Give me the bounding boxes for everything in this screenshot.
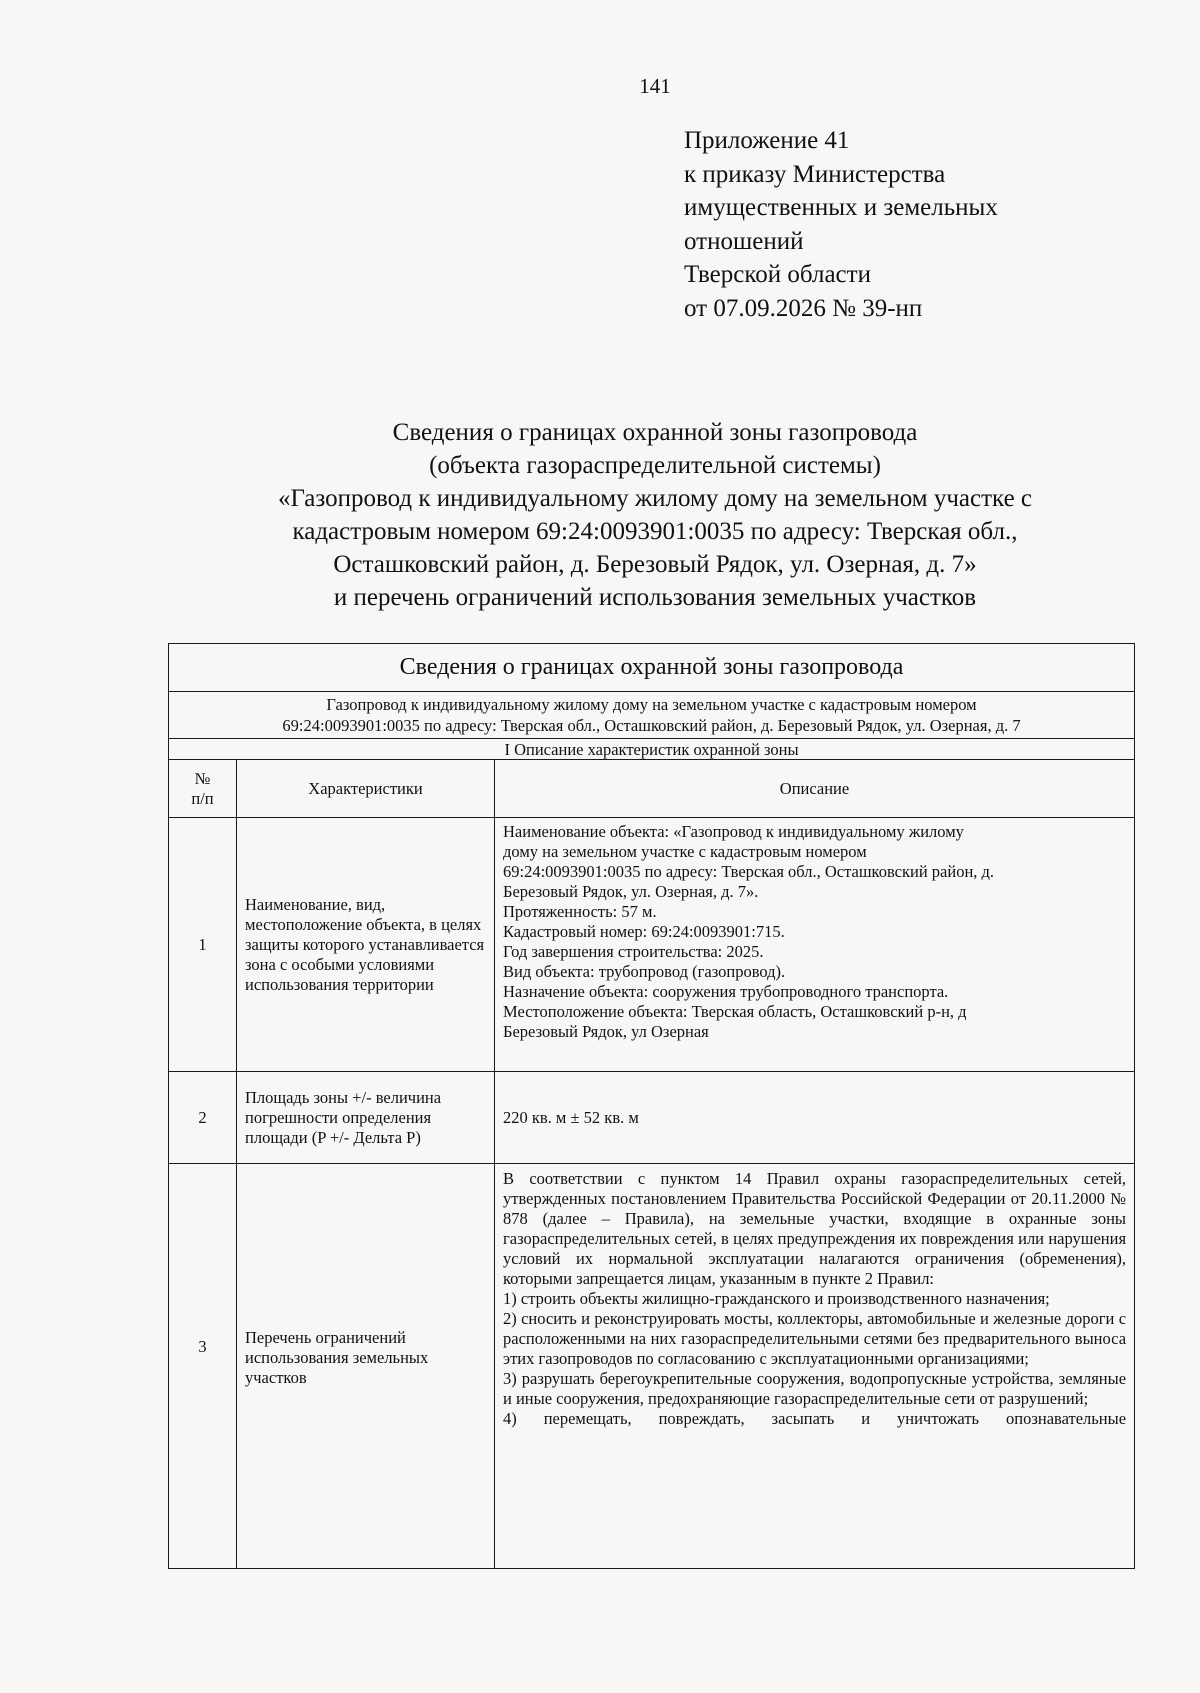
table-row bbox=[169, 1164, 1135, 1569]
appendix-line: к приказу Министерства bbox=[684, 160, 946, 188]
object-line: Газопровод к индивидуальному жилому дому на земельном участке с кадастровым номером bbox=[326, 695, 977, 714]
row-number: 1 bbox=[169, 818, 237, 1072]
appendix-line: имущественных и земельных bbox=[684, 194, 998, 221]
section-heading: I Описание характеристик охранной зоны bbox=[169, 739, 1135, 760]
object-name-cell bbox=[169, 692, 1135, 739]
column-header-description: Описание bbox=[495, 760, 1135, 818]
zone-table bbox=[168, 643, 1135, 1569]
column-header-number-line: п/п bbox=[191, 788, 214, 808]
row-description bbox=[495, 1164, 1135, 1569]
appendix-line: Тверской области bbox=[684, 261, 871, 288]
description-line: Вид объекта: трубопровод (газопровод). bbox=[503, 962, 786, 981]
row-number: 3 bbox=[169, 1164, 237, 1569]
description-line: Березовый Рядок, ул. Озерная, д. 7». bbox=[503, 882, 759, 901]
page-number: 141 bbox=[639, 74, 671, 98]
title-line: Сведения о границах охранной зоны газопровода bbox=[392, 419, 918, 446]
description-paragraph: 4) перемещать, повреждать, засыпать и уничтожать опознавательные bbox=[503, 1409, 1127, 1428]
column-header-number bbox=[169, 760, 237, 818]
column-header-characteristics: Характеристики bbox=[237, 760, 495, 818]
description-line: дому на земельном участке с кадастровым номером bbox=[503, 842, 867, 861]
description-line: Березовый Рядок, ул Озерная bbox=[503, 1022, 709, 1041]
row-characteristic: Наименование, вид, местоположение объекта, в целях защиты которого устанавливается зона с особыми условиями использования территории bbox=[237, 818, 495, 1072]
description-paragraph: 2) сносить и реконструировать мосты, коллекторы, автомобильные и железные дороги с расположенными на них газораспределительными сетями без предварительного выноса этих газопроводов по согласованию с эксплуатационными организациями; bbox=[503, 1309, 1127, 1368]
description-line: 69:24:0093901:0035 по адресу: Тверская обл., Осташковский район, д. bbox=[503, 862, 995, 881]
document-title bbox=[150, 416, 1160, 614]
description-line: Местоположение объекта: Тверская область, Осташковский р-н, д bbox=[503, 1002, 967, 1021]
title-line: «Газопровод к индивидуальному жилому дому на земельном участке с bbox=[277, 485, 1033, 512]
description-line: Год завершения строительства: 2025. bbox=[503, 942, 764, 961]
title-line: (объекта газораспределительной системы) bbox=[429, 452, 881, 479]
column-header-number-line: № bbox=[194, 768, 211, 788]
object-line: 69:24:0093901:0035 по адресу: Тверская обл., Осташковский район, д. Березовый Рядок, ул. Озерная, д. 7 bbox=[282, 716, 1021, 735]
row-characteristic: Площадь зоны +/- величина погрешности определения площади (P +/- Дельта P) bbox=[237, 1072, 495, 1164]
title-line: Осташковский район, д. Березовый Рядок, ул. Озерная, д. 7» bbox=[333, 551, 977, 578]
description-paragraph: В соответствии с пунктом 14 Правил охраны газораспределительных сетей, утвержденных постановлением Правительства Российской Федерации от 20.11.2000 № 878 (далее – Правила), на земельные участки, входящие в охранные зоны газораспределительных сетей, в целях предупреждения их повреждения или нарушения условий их нормальной эксплуатации налагаются ограничения (обременения), которыми запрещается лицам, указанным в пункте 2 Правил: bbox=[503, 1169, 1127, 1288]
description-line: Наименование объекта: «Газопровод к индивидуальному жилому bbox=[503, 822, 964, 841]
column-header-row bbox=[169, 760, 1135, 818]
table-header: Сведения о границах охранной зоны газопровода bbox=[169, 644, 1135, 692]
title-line: и перечень ограничений использования земельных участков bbox=[333, 584, 977, 611]
row-description bbox=[495, 818, 1135, 1072]
row-description: 220 кв. м ± 52 кв. м bbox=[495, 1072, 1135, 1164]
description-paragraph: 3) разрушать берегоукрепительные сооружения, водопропускные устройства, земляные и иные сооружения, предохраняющие газораспределительные сети от разрушений; bbox=[503, 1369, 1127, 1408]
appendix-reference bbox=[684, 124, 1124, 325]
description-line: Кадастровый номер: 69:24:0093901:715. bbox=[503, 922, 785, 941]
appendix-line: от 07.09.2026 № 39-нп bbox=[684, 294, 923, 322]
description-paragraph: 1) строить объекты жилищно-гражданского и производственного назначения; bbox=[503, 1289, 1050, 1308]
row-number: 2 bbox=[169, 1072, 237, 1164]
description-line: Протяженность: 57 м. bbox=[503, 902, 657, 921]
table-row bbox=[169, 818, 1135, 1072]
title-line: кадастровым номером 69:24:0093901:0035 по адресу: Тверская обл., bbox=[292, 518, 1018, 545]
description-clip bbox=[503, 1169, 1126, 1562]
row-characteristic: Перечень ограничений использования земельных участков bbox=[237, 1164, 495, 1569]
table-row bbox=[169, 1072, 1135, 1164]
description-line: Назначение объекта: сооружения трубопроводного транспорта. bbox=[503, 982, 949, 1001]
appendix-line: отношений bbox=[684, 227, 804, 255]
appendix-line: Приложение 41 bbox=[684, 127, 850, 154]
